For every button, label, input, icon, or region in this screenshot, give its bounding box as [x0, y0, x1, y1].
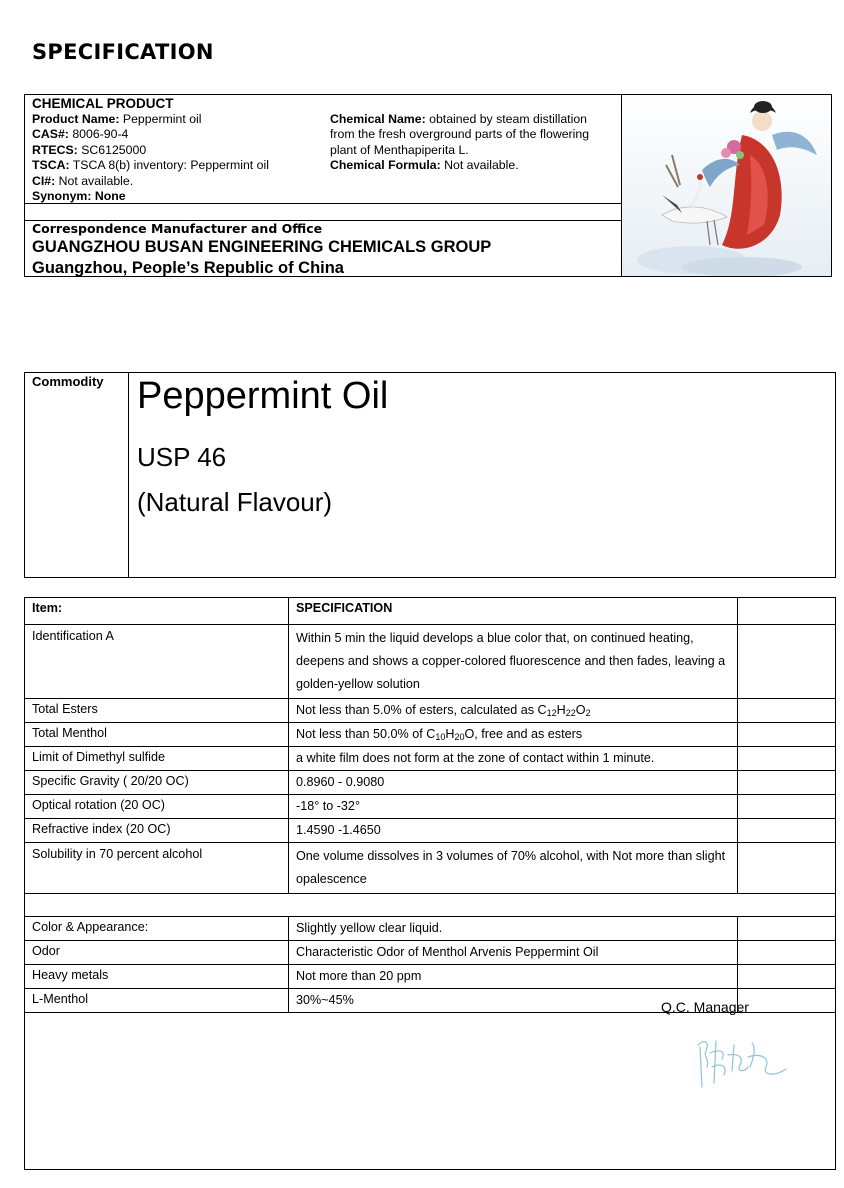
- table-row: [25, 771, 836, 795]
- fairy-crane-icon: [622, 95, 831, 276]
- table-spacer-row: [25, 894, 836, 917]
- cas-line: CAS#: 8006-90-4: [32, 127, 129, 142]
- product-name: Peppermint oil: [122, 112, 202, 126]
- company-location: Guangzhou, People’s Republic of China: [32, 259, 344, 277]
- header-specification: SPECIFICATION: [289, 598, 738, 625]
- synonym-value: None: [94, 189, 126, 204]
- product-name-line: Product Name: Peppermint oil: [32, 112, 202, 126]
- tsca-line: TSCA: TSCA 8(b) inventory: Peppermint oil: [32, 158, 269, 173]
- synonym-line: Synonym: None: [32, 189, 126, 204]
- company-block: [32, 237, 491, 279]
- chemical-formula-line: Chemical Formula: Not available.: [330, 158, 519, 173]
- chemical-product-heading: CHEMICAL PRODUCT: [32, 96, 174, 111]
- item-cell: Odor: [25, 941, 289, 965]
- empty-cell: [738, 941, 836, 965]
- item-cell: Solubility in 70 percent alcohol: [25, 843, 289, 894]
- commodity-label: Commodity: [25, 373, 129, 577]
- commodity-note: (Natural Flavour): [137, 487, 333, 517]
- ci-value: Not available.: [58, 173, 134, 188]
- spec-cell: Not more than 20 ppm: [289, 965, 738, 989]
- table-row: [25, 625, 836, 699]
- empty-cell: [738, 771, 836, 795]
- item-cell: Total Menthol: [25, 723, 289, 747]
- spec-cell: 1.4590 -1.4650: [289, 819, 738, 843]
- fairy-crane-illustration: [622, 95, 831, 276]
- spec-cell: a white film does not form at the zone of contact within 1 minute.: [289, 747, 738, 771]
- item-cell: Identification A: [25, 625, 289, 699]
- spec-cell: Characteristic Odor of Menthol Arvenis Peppermint Oil: [289, 941, 738, 965]
- product-info-panel: [25, 95, 622, 276]
- product-identifiers: [32, 112, 322, 204]
- empty-cell: [738, 699, 836, 723]
- item-cell: Refractive index (20 OC): [25, 819, 289, 843]
- commodity-name: Peppermint Oil: [137, 375, 389, 417]
- cas-number: 8006-90-4: [72, 127, 129, 142]
- table-header-row: [25, 598, 836, 625]
- empty-cell: [738, 795, 836, 819]
- item-cell: Optical rotation (20 OC): [25, 795, 289, 819]
- chemical-formula: Not available.: [444, 158, 519, 173]
- ester-formula: $C_{12}H_{22}O_2$: [537, 703, 591, 718]
- spacer-cell: [25, 894, 836, 917]
- table-row: [25, 723, 836, 747]
- table-row: [25, 747, 836, 771]
- spec-cell: Not less than 5.0% of esters, calculated as $C_{12}H_{22}O_2$: [289, 699, 738, 723]
- table-row: [25, 965, 836, 989]
- table-row: [25, 699, 836, 723]
- chemical-name: obtained by steam distillation from the fresh overground parts of the flowering plant of Menthapiperita L.: [330, 112, 590, 157]
- table-row: [25, 917, 836, 941]
- qc-manager-label: Q.C. Manager: [661, 999, 749, 1015]
- item-cell: L-Menthol: [25, 989, 289, 1013]
- company-name: GUANGZHOU BUSAN ENGINEERING CHEMICALS GROUP: [32, 238, 492, 256]
- item-cell: Specific Gravity ( 20/20 OC): [25, 771, 289, 795]
- chemical-product-block: [24, 94, 832, 277]
- commodity-standard: USP 46: [137, 442, 227, 472]
- spec-cell: One volume dissolves in 3 volumes of 70% alcohol, with Not more than slight opalescence: [289, 843, 738, 894]
- empty-cell: [738, 747, 836, 771]
- empty-cell: [738, 965, 836, 989]
- rtecs-number: SC6125000: [81, 142, 147, 157]
- handwritten-signature-icon: [690, 1027, 790, 1097]
- spec-cell: Slightly yellow clear liquid.: [289, 917, 738, 941]
- rtecs-line: RTECS: SC6125000: [32, 142, 147, 157]
- item-cell: Heavy metals: [25, 965, 289, 989]
- signature-block: [24, 999, 836, 1170]
- chemical-name-column: [330, 112, 615, 174]
- menthol-formula: $C_{10}H_{20}O$: [426, 727, 475, 742]
- divider: [25, 203, 621, 204]
- spec-cell: 30%~45%: [289, 989, 738, 1013]
- table-row: [25, 941, 836, 965]
- table-row: [25, 843, 836, 894]
- table-row: [25, 819, 836, 843]
- ci-line: CI#: Not available.: [32, 173, 134, 188]
- header-empty: [738, 598, 836, 625]
- spec-cell: -18° to -32°: [289, 795, 738, 819]
- empty-cell: [738, 819, 836, 843]
- item-cell: Limit of Dimethyl sulfide: [25, 747, 289, 771]
- empty-cell: [738, 843, 836, 894]
- specification-table: [24, 597, 836, 1013]
- item-cell: Total Esters: [25, 699, 289, 723]
- chemical-name-line: Chemical Name: obtained by steam distillation from the fresh overground parts of the flowering plant of Menthapiperita L.: [330, 112, 590, 157]
- spec-cell: Not less than 50.0% of $C_{10}H_{20}O$, free and as esters: [289, 723, 738, 747]
- page-title: SPECIFICATION: [32, 40, 214, 64]
- item-cell: Color & Appearance:: [25, 917, 289, 941]
- empty-cell: [738, 917, 836, 941]
- empty-cell: [738, 723, 836, 747]
- commodity-block: [24, 372, 836, 578]
- empty-cell: [738, 625, 836, 699]
- tsca-value: TSCA 8(b) inventory: Peppermint oil: [72, 158, 269, 173]
- correspondence-heading: Correspondence Manufacturer and Office: [32, 221, 323, 236]
- table-row: [25, 795, 836, 819]
- spec-cell: Within 5 min the liquid develops a blue color that, on continued heating, deepens and shows a copper-colored fluorescence and then fades, leaving a golden-yellow solution: [289, 625, 738, 699]
- spec-cell: 0.8960 - 0.9080: [289, 771, 738, 795]
- header-item: Item:: [25, 598, 289, 625]
